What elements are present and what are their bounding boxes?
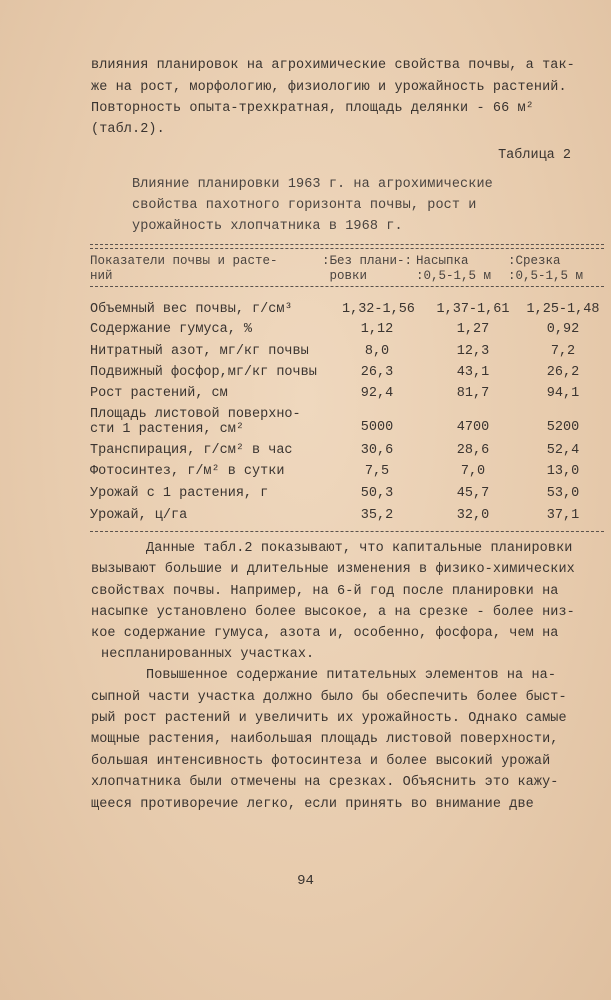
caption-line: Влияние планировки 1963 г. на агрохимические	[132, 177, 493, 192]
table-row	[90, 486, 605, 506]
cell-fill: 4700	[456, 420, 490, 435]
text-line: неспланированных участках.	[101, 647, 315, 662]
text-line: мощные растения, наибольшая площадь листовой поверхности,	[91, 732, 559, 747]
cell-fill: 7,0	[460, 464, 486, 479]
cell-cut: 7,2	[550, 344, 576, 359]
cell-fill: 45,7	[456, 486, 490, 501]
caption-line: урожайность хлопчатника в 1968 г.	[132, 219, 403, 234]
text-line: кое содержание гумуса, азота и, особенно, фосфора, чем на	[91, 626, 559, 641]
cell-fill: 1,37-1,61	[436, 302, 510, 317]
cell-cut: 1,25-1,48	[526, 302, 600, 317]
header-fill: Насыпка :0,5-1,5 м	[416, 254, 492, 283]
table-top-rule	[90, 244, 604, 245]
cell-cut: 26,2	[546, 365, 580, 380]
row-label: Транспирация, г/см² в час	[90, 443, 293, 458]
cell-cut: 13,0	[546, 464, 580, 479]
text-line: Повышенное содержание питательных элементов на на-	[146, 668, 557, 683]
cell-cut: 0,92	[546, 322, 580, 337]
row-label: Рост растений, см	[90, 386, 228, 401]
page-number: 94	[297, 873, 314, 889]
caption-line: свойства пахотного горизонта почвы, рост и	[132, 198, 477, 213]
cell-no-leveling: 5000	[360, 420, 394, 435]
row-label: Урожай с 1 растения, г	[90, 486, 269, 501]
text-line: Данные табл.2 показывают, что капитальные планировки	[146, 541, 573, 556]
table-bottom-rule	[90, 531, 604, 532]
text-line: (табл.2).	[91, 122, 165, 137]
cell-fill: 81,7	[456, 386, 490, 401]
cell-fill: 1,27	[456, 322, 490, 337]
text-line: влияния планировок на агрохимические свойства почвы, а так-	[91, 58, 575, 73]
cell-cut: 52,4	[546, 443, 580, 458]
cell-fill: 12,3	[456, 344, 490, 359]
table-header-rule	[90, 286, 604, 287]
cell-no-leveling: 50,3	[360, 486, 394, 501]
table-row	[90, 302, 605, 322]
header-no-leveling: :Без плани-: ровки	[322, 254, 413, 283]
cell-cut: 53,0	[546, 486, 580, 501]
row-label: Подвижный фосфор,мг/кг почвы	[90, 365, 317, 380]
cell-no-leveling: 26,3	[360, 365, 394, 380]
text-line: Повторность опыта-трехкратная, площадь делянки - 66 м²	[91, 101, 534, 116]
row-label: Содержание гумуса, %	[90, 322, 253, 337]
table-row	[90, 407, 605, 440]
cell-no-leveling: 1,32-1,56	[342, 302, 415, 317]
table-row	[90, 344, 605, 364]
text-line: вызывают большие и длительные изменения в физико-химических	[91, 562, 575, 577]
table-label: Таблица 2	[498, 148, 571, 163]
cell-no-leveling: 8,0	[364, 344, 390, 359]
cell-no-leveling: 35,2	[360, 508, 394, 523]
row-label: Урожай, ц/га	[90, 508, 188, 523]
row-label: Нитратный азот, мг/кг почвы	[90, 344, 309, 359]
cell-fill: 32,0	[456, 508, 490, 523]
text-line: щееся противоречие легко, если принять во внимание две	[91, 797, 534, 812]
cell-cut: 5200	[546, 420, 580, 435]
text-line: насыпке установлено более высокое, а на срезке - более низ-	[91, 605, 575, 620]
cell-no-leveling: 1,12	[360, 322, 394, 337]
cell-cut: 94,1	[546, 386, 580, 401]
table-row	[90, 365, 605, 385]
text-line: сыпной части участка должно было бы обеспечить более быст-	[91, 690, 567, 705]
table-row	[90, 508, 605, 528]
row-label: Фотосинтез, г/м² в сутки	[90, 464, 285, 479]
text-line: же на рост, морфологию, физиологию и урожайность растений.	[91, 80, 567, 95]
cell-no-leveling: 7,5	[364, 464, 390, 479]
text-line: хлопчатника были отмечены на срезках. Объяснить это кажу-	[91, 775, 559, 790]
table-row	[90, 464, 605, 484]
header-indicators: Показатели почвы и расте- ний	[90, 254, 278, 283]
table-row	[90, 322, 605, 342]
text-line: свойствах почвы. Например, на 6-й год после планировки на	[91, 584, 559, 599]
table-top-rule-2	[90, 248, 604, 249]
row-label: Объемный вес почвы, г/см³	[90, 302, 293, 317]
cell-fill: 28,6	[456, 443, 490, 458]
text-line: большая интенсивность фотосинтеза и более высокий урожай	[91, 754, 551, 769]
header-cut: :Срезка :0,5-1,5 м	[508, 254, 584, 283]
cell-fill: 43,1	[456, 365, 490, 380]
cell-cut: 37,1	[546, 508, 580, 523]
table-row	[90, 386, 605, 406]
row-label: Площадь листовой поверхно- сти 1 растения, см²	[90, 407, 301, 437]
cell-no-leveling: 30,6	[360, 443, 394, 458]
text-line: рый рост растений и увеличить их урожайность. Однако самые	[91, 711, 567, 726]
table-row	[90, 443, 605, 463]
cell-no-leveling: 92,4	[360, 386, 394, 401]
